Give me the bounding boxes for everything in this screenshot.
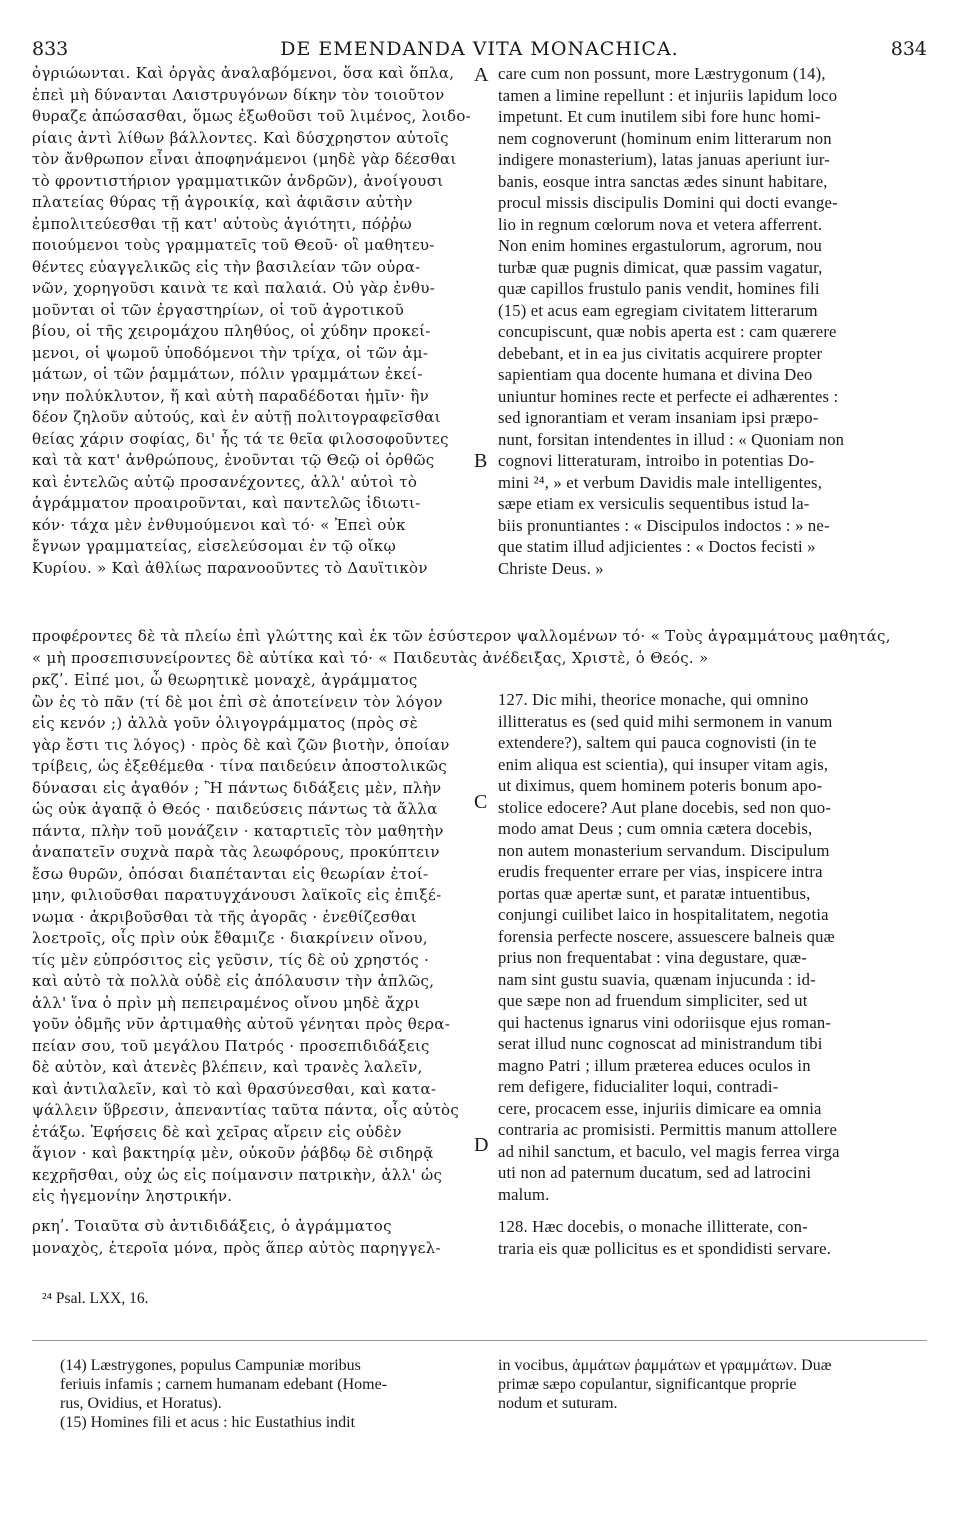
- text-line: cere, procacem esse, injuriis dimicare ea omnia: [498, 1098, 822, 1118]
- latin-column-section-127: [498, 689, 928, 1205]
- text-line: biis pronuntiantes : « Discipulos indoctos : » ne-: [498, 515, 830, 535]
- text-line: prius non frequentabat : vina degustare, quæ-: [498, 948, 807, 967]
- text-line: ἔσω θυρῶν, ὁπόσαι διαπέτανται εἰς θεωρίαν ἑτοί-: [32, 864, 429, 883]
- text-line: τρίβεις, ὡς ἐξεθέμεθα · τίνα παιδεύειν ἀποστολικῶς: [32, 757, 448, 775]
- text-line: γὰρ ἔστι τις λόγος) · πρὸς δὲ καὶ ζῶν βιοτὴν, ὁποίαν: [32, 735, 450, 754]
- text-line: nunt, forsitan intendentes in illud : « Quoniam non: [498, 429, 845, 449]
- text-line: forensia perfecte noscere, assuescere balneis quæ: [498, 926, 835, 946]
- text-line: μοναχὸς, ἑτεροῖα μόνα, πρὸς ἅπερ αὐτὸς παρηγγελ-: [32, 1238, 441, 1257]
- footnotes-left: [60, 1356, 472, 1432]
- text-line: βίου, οἱ τῆς χειρομάχου πληθύος, οἱ χύδην προκεί-: [32, 322, 431, 340]
- left-page-number: 833: [32, 38, 69, 60]
- margin-marker-b: B: [474, 450, 488, 472]
- text-line: (15) Homines fili et acus : hic Eustathius indit: [60, 1414, 356, 1431]
- text-line: ποιούμενοι τοὺς γραμματεῖς τοῦ Θεοῦ· οἳ μαθητευ-: [32, 236, 435, 254]
- text-line: mini ²⁴, » et verbum Davidis male intelligentes,: [498, 472, 823, 492]
- text-line: in vocibus, ἀμμάτων ῥαμμάτων et γραμμάτων. Duæ: [498, 1357, 832, 1374]
- text-line: ἐπεὶ μὴ δύνανται Λαιστρυγόνων δίκην τὸν τοιοῦτον: [32, 85, 445, 104]
- footnote-divider: [32, 1340, 927, 1341]
- greek-column-section-127: [32, 670, 472, 1208]
- text-line: nam sint gustu suavia, quænam injucunda : id-: [498, 969, 816, 989]
- text-line: θείας χάριν σοφίας, δι' ἧς τά τε θεῖα φιλοσοφοῦντες: [32, 429, 449, 448]
- text-line: debebant, et in ea jus civitatis acquirere propter: [498, 343, 823, 363]
- text-line: ὀγριώωνται. Καὶ ὀργὰς ἀναλαβόμενοι, ὅσα καὶ ὅπλα,: [32, 64, 455, 82]
- margin-marker-a: A: [474, 64, 489, 86]
- text-line: lio in regnum cœlorum nova et vetera afferrent.: [498, 214, 823, 234]
- text-line: κεχρῆσθαι, οὐχ ὡς εἰς ποίμανσιν πατρικὴν, ἀλλ' ὡς: [32, 1165, 443, 1184]
- text-line: ut diximus, quem hominem poteris bonum apo-: [498, 776, 823, 795]
- text-line: stolice edocere? Aut plane docebis, sed non quo-: [498, 797, 832, 817]
- margin-marker-c: C: [474, 791, 488, 813]
- text-line: rem defigere, fiducialiter loqui, contradi-: [498, 1077, 779, 1096]
- text-line: ἀγράμματον προαιροῦνται, καὶ παντελῶς ἰδιωτι-: [32, 494, 421, 512]
- text-line: τίς μὲν εὐπρόσιτος εἰς γεῦσιν, τίς δὲ οὐ χρηστός ·: [32, 950, 430, 969]
- text-line: ad nihil sanctum, et baculo, vel magis ferrea virga: [498, 1141, 840, 1161]
- text-line: δὲ αὐτὸν, καὶ ἀτενὲς βλέπειν, καὶ τρανὲς λαλεῖν,: [32, 1058, 423, 1076]
- footnote-reference: ²⁴ Psal. LXX, 16.: [42, 1290, 149, 1307]
- text-line: banis, eosque intra sanctas ædes sinunt habitare,: [498, 171, 828, 191]
- text-line: ἀναπατεῖν συχνὰ παρὰ τὰς λεωφόρους, προκύπτειν: [32, 843, 440, 861]
- text-line: magno Patri ; illum præterea educes oculos in: [498, 1055, 811, 1075]
- text-line: δύνασαι εἰς ἀγαθόν ; Ἢ πάντως διδάξεις μὲν, πλὴν: [32, 778, 442, 797]
- text-line: quæ capillos frustulo panis vendit, homines fili: [498, 279, 820, 298]
- text-line: ὢν ἐς τὸ πᾶν (τί δὲ μοι ἐπὶ σὲ ἀποτείνειν τὸν λόγον: [32, 692, 443, 711]
- text-line: νην πολύκλυτον, ἥ καὶ αὐτὴ παραδέδοται ἡμῖν· ἣν: [32, 386, 430, 405]
- latin-column-section-128: [498, 1216, 928, 1259]
- text-line: προφέροντες δὲ τὰ πλείω ἐπὶ γλώττης καὶ ἐκ τῶν ἑσύστερον ψαλλομένων τό· « Τοὺς ἀγραμμάτους μαθητάς,: [32, 627, 891, 645]
- text-line: turbæ quæ pugnis dimicat, quæ passim vagatur,: [498, 257, 823, 277]
- text-line: εἰς ἡγεμονίην ληστρικήν.: [32, 1187, 233, 1205]
- text-line: καὶ τὰ κατ' ἀνθρώπους, ἑνοῦνται τῷ Θεῷ οἱ ὀρθῶς: [32, 451, 435, 469]
- text-line: contraria ac promisisti. Permittis manum attollere: [498, 1120, 838, 1139]
- text-line: sed ignorantiam et veram insaniam ipsi præpo-: [498, 408, 819, 427]
- text-line: θέντες εὐαγγελικῶς εἰς τὴν βασιλείαν τῶν οὐρα-: [32, 257, 421, 276]
- text-line: ρκηʹ. Τοιαῦτα σὺ ἀντιδιδάξεις, ὁ ἀγράμματος: [32, 1217, 392, 1235]
- text-line: erudis frequenter errare per vias, inspicere intra: [498, 862, 823, 881]
- margin-marker-d: D: [474, 1134, 489, 1156]
- text-line: illitteratus es (sed quid mihi sermonem in vanum: [498, 711, 833, 731]
- text-line: ἐμπολιτεύεσθαι τῇ κατ' αὐτοὺς ἁγιότητι, πόῤῥω: [32, 214, 412, 233]
- text-line: uniuntur homines recte et perfecte ei adhærentes :: [498, 386, 839, 406]
- text-line: malum.: [498, 1184, 550, 1204]
- text-line: πείαν σου, τοῦ μεγάλου Πατρός · προσεπιδιδάξεις: [32, 1036, 430, 1055]
- text-line: tamen a limine repellunt : et injuriis lapidum loco: [498, 85, 838, 105]
- text-line: que statim illud adjicientes : « Doctos fecisti »: [498, 537, 816, 556]
- text-line: 128. Hæc docebis, o monache illitterate, con-: [498, 1217, 808, 1236]
- text-line: cognovi litteraturam, introibo in potentias Do-: [498, 451, 815, 470]
- text-line: procul missis discipulis Domini qui docti evange-: [498, 193, 838, 212]
- text-line: « μὴ προσεπισυνείροντες δὲ αὐτίκα καὶ τό· « Παιδευτὰς ἀνέδειξας, Χριστὲ, ὁ Θεός. »: [32, 648, 709, 667]
- text-line: non autem monasterium servandum. Discipulum: [498, 840, 830, 860]
- text-line: ἔγνων γραμματείας, εἰσελεύσομαι ἐν τῷ οἴκῳ: [32, 537, 397, 555]
- text-line: 127. Dic mihi, theorice monache, qui omnino: [498, 690, 809, 709]
- text-line: sæpe etiam ex versiculis sequentibus istud la-: [498, 494, 810, 513]
- right-page-number: 834: [890, 38, 927, 60]
- text-line: ἅγιον · καὶ βακτηρίᾳ μὲν, οὐκοῦν ῥάβδῳ δὲ σιδηρᾷ: [32, 1144, 434, 1162]
- greek-spanning-lines: [32, 626, 932, 669]
- text-line: sapientiam qua docente humana et divina Deo: [498, 365, 813, 384]
- text-line: qui hactenus ignarus vini odoriisque ejus roman-: [498, 1012, 832, 1032]
- text-line: πάντα, πλὴν τοῦ μονάζειν · καταρτιεῖς τὸν μαθητὴν: [32, 821, 444, 840]
- text-line: concupiscunt, quæ nobis aperta est : cam quærere: [498, 322, 837, 341]
- text-line: extendere?), saltem qui pauca cognovisti (in te: [498, 733, 817, 752]
- text-line: εἰς κενόν ;) ἀλλὰ γοῦν ὀλιγογράμματος (πρὸς σὲ: [32, 714, 418, 732]
- text-line: ἐτάξω. Ἐφήσεις δὲ καὶ χεῖρας αἴρειν εἰς οὐδὲν: [32, 1122, 402, 1141]
- text-line: μην, φιλιοῦσθαι παρατυγχάνουσι λαϊκοῖς εἰς ἐπιξέ-: [32, 886, 442, 904]
- text-line: serat illud nunc cognoscat ad ministrandum tibi: [498, 1034, 823, 1053]
- text-line: μοῦνται οἱ τῶν ἐργαστηρίων, οἱ τοῦ ἀγροτικοῦ: [32, 300, 405, 319]
- text-line: Christe Deus. »: [498, 558, 604, 578]
- text-line: τὸ φροντιστήριον γραμματικῶν ἀνδρῶν), ἀνοίγουσι: [32, 171, 444, 190]
- text-line: impetunt. Et cum inutilem sibi fore hunc homi-: [498, 107, 821, 126]
- text-line: κόν· τάχα μὲν ἐνθυμούμενοι καὶ τό· « Ἐπεὶ οὐκ: [32, 515, 406, 534]
- text-line: (15) et acus eam egregiam civitatem litterarum: [498, 300, 818, 320]
- text-line: τὸν ἄνθρωπον εἶναι ἀποφηνάμενοι (μηδὲ γὰρ δέεσθαι: [32, 150, 457, 168]
- text-line: ρίαις ἀντὶ λίθων βάλλοντες. Καὶ δύσχρηστον αὐτοῖς: [32, 128, 449, 147]
- text-line: enim aliqua est scientia), qui insuper vitam agis,: [498, 754, 829, 774]
- text-line: nem cognoverunt (hominum enim litterarum non: [498, 128, 832, 148]
- text-line: λοετροῖς, οἷς πρὶν οὐκ ἔθαμιζε · διακρίνειν οἴνου,: [32, 929, 428, 947]
- text-line: πλατείας θύρας τῇ ἀγροικίᾳ, καὶ ἀφιᾶσιν αὐτὴν: [32, 193, 413, 211]
- text-line: μενοι, οἱ ψωμοῦ ὑποδόμενοι τὴν τρίχα, οἱ τῶν ἀμ-: [32, 343, 429, 362]
- text-line: καὶ ἐντελῶς αὐτῷ προσανέχοντες, ἀλλ' αὐτοὶ τὸ: [32, 472, 418, 491]
- text-line: (14) Læstrygones, populus Campuniæ moribus: [60, 1357, 361, 1374]
- text-line: primæ sæpo copulantur, significantque proprie: [498, 1376, 797, 1393]
- text-line: δέον ζηλοῦν αὐτούς, καὶ ἐν αὐτῇ πολιτογραφεῖσθαι: [32, 408, 441, 426]
- text-line: ψάλλειν ὕβρεσιν, ἀπεναντίας ταῦτα πάντα, οἷς αὐτὸς: [32, 1101, 460, 1119]
- latin-column-top: [498, 63, 928, 579]
- footnotes-right: [498, 1356, 928, 1413]
- greek-column-section-128: [32, 1216, 472, 1259]
- text-line: καὶ αὐτὸ τὰ πολλὰ οὐδὲ εἰς ἀπόλαυσιν τὴν ἁπλῶς,: [32, 972, 435, 990]
- text-line: modo amat Deus ; cum omnia cætera docebis,: [498, 819, 813, 838]
- text-line: ἀλλ' ἵνα ὁ πρὶν μὴ πεπειραμένος οἴνου μηδὲ ἄχρι: [32, 993, 421, 1012]
- text-line: μάτων, οἱ τῶν ῥαμμάτων, πόλιν γραμμάτων ἐκεί-: [32, 365, 423, 383]
- text-line: καὶ ἀντιλαλεῖν, καὶ τὸ καὶ θρασύνεσθαι, καὶ κατα-: [32, 1079, 437, 1098]
- text-line: θυραζε ἀπώσασθαι, ὅμως ἐξωθοῦσι τοῦ λιμένος, λοιδο-: [32, 107, 472, 125]
- text-line: indigere monasterium), latas januas aperiunt iur-: [498, 150, 831, 169]
- greek-column-top: [32, 63, 472, 579]
- text-line: traria eis quæ pollicitus es et spondidisti servare.: [498, 1238, 831, 1258]
- text-line: ρκζʹ. Εἰπέ μοι, ὦ θεωρητικὲ μοναχὲ, ἀγράμματος: [32, 671, 418, 689]
- text-line: ὡς οὐκ ἀγαπᾷ ὁ Θεός · παιδεύσεις πάντως τὰ ἄλλα: [32, 800, 438, 818]
- page-header: [32, 38, 927, 64]
- text-line: νῶν, χορηγοῦσι καινὰ τε καὶ παλαιά. Οὐ γὰρ ἐνθυ-: [32, 279, 436, 297]
- text-line: care cum non possunt, more Læstrygonum (14),: [498, 64, 826, 83]
- text-line: nodum et suturam.: [498, 1395, 618, 1412]
- text-line: conjungi cuilibet laico in hospitalitatem, negotia: [498, 905, 829, 924]
- text-line: portas quæ apertæ sunt, et paratæ intuentibus,: [498, 883, 811, 903]
- text-line: Non enim homines ergastulorum, agrorum, nou: [498, 236, 822, 255]
- text-line: νωμα · ἀκριβοῦσθαι τὰ τῆς ἀγορᾶς · ἐνεθίζεσθαι: [32, 907, 417, 926]
- text-line: Κυρίου. » Καὶ ἀθλίως παρανοοῦντες τὸ Δαυϊτικὸν: [32, 558, 428, 577]
- text-line: feriuis infamis ; carnem humanam edebant (Home-: [60, 1376, 387, 1393]
- text-line: uti non ad paternum ducatum, sed ad latrocini: [498, 1163, 812, 1182]
- running-title: DE EMENDANDA VITA MONACHICA.: [280, 38, 679, 60]
- text-line: γοῦν ὀδμῆς νῦν ἀρτιμαθὴς αὐτοῦ γένηται πρὸς θερα-: [32, 1015, 451, 1033]
- text-line: que sæpe non ad fruendum simpliciter, sed ut: [498, 991, 808, 1010]
- text-line: rus, Ovidius, et Horatus).: [60, 1395, 222, 1412]
